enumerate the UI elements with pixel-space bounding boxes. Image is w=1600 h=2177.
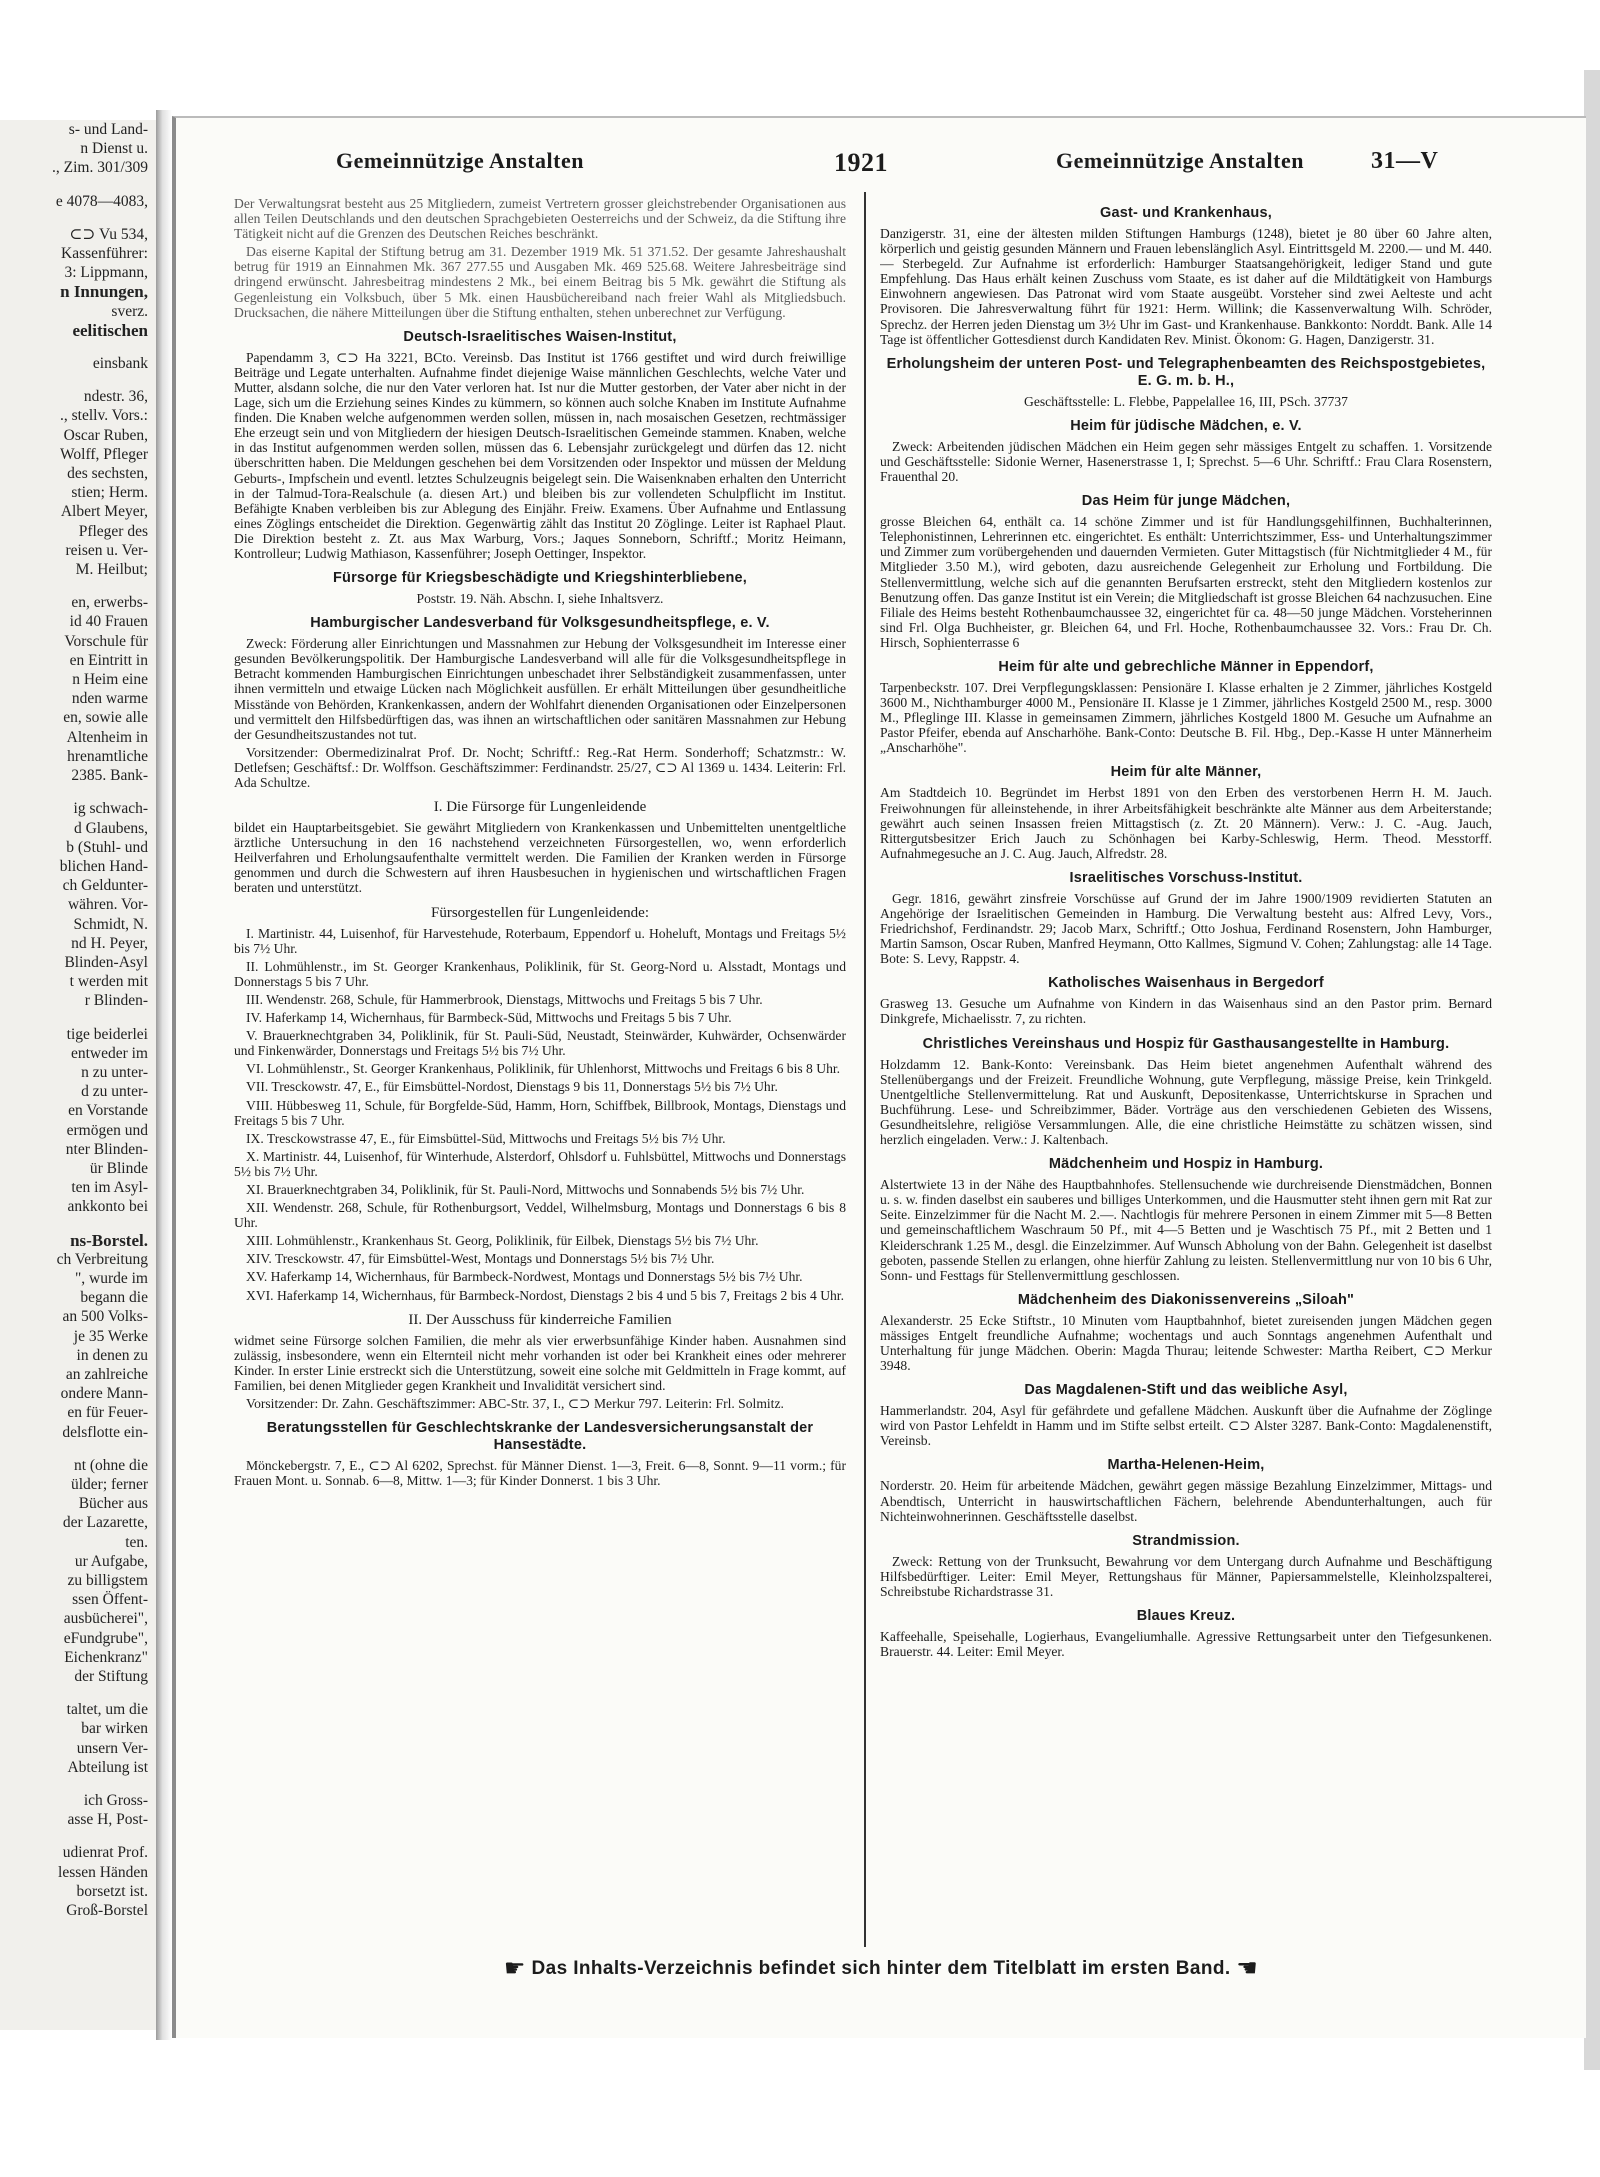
prev-page-line: eFundgrube", (63, 1629, 148, 1647)
prev-page-line: der Stiftung (74, 1668, 148, 1686)
prev-page-line: asse H, Post- (67, 1811, 148, 1829)
section-title: Heim für jüdische Mädchen, e. V. (1070, 417, 1302, 434)
page-fold-shadow (156, 110, 172, 2040)
paragraph: Am Stadtdeich 10. Begründet im Herbst 1891 von den Erben des verstorbenen Herrn H. M. Jauch. Freiwohnungen für alleinstehende, in ihrer Arbeitsfähigkeit beschränkte alte Männer aus dem Arbeiterstande; gewährt auch seinen Insassen freien Mittagstisch (z. Zt. 20 Männern). Verw.: J. C. -Aug. Jauch, Rittergutsbesitzer Erich Jauch zu Schönhagen bei Karby-Schleswig, Herm. Theod. Messtorff. Aufnahmegesuche an J. C. Aug. Jauch, Alfredstr. 28. (880, 785, 1492, 861)
paragraph: Mönckebergstr. 7, E., ⊂⊃ Al 6202, Sprechst. für Männer Dienst. 1—3, Freit. 6—8, Sonnt. 9—11 vorm.; für Frauen Mont. u. Sonnab. 6—8, Mittw. 1—3; für Kinder Donnerst. 1 bis 3 Uhr. (234, 1458, 846, 1489)
paragraph: Zweck: Arbeitenden jüdischen Mädchen ein Heim gegen sehr mässiges Entgelt zu schaffen. 1. Vorsitzende und Geschäftsstelle: Sidonie Werner, Hasenerstrasse 1, I; Sprechst. 5—6 Uhr. Schriftf.: Frau Clara Rosenstern, Frauenthal 20. (880, 438, 1492, 485)
paragraph: Poststr. 19. Näh. Abschn. I, siehe Inhaltsverz. (416, 591, 664, 607)
prev-page-line: id 40 Frauen (69, 613, 148, 631)
prev-page-line: reisen u. Ver- (65, 541, 148, 559)
paragraph: VII. Tresckowstr. 47, E., für Eimsbüttel-Nordost, Dienstags 9 bis 11, Donnerstags 5½ bis 7½ Uhr. (246, 1079, 778, 1095)
section-title: Erholungsheim der unteren Post- und Telegraphenbeamten des Reichspostgebietes, E. G. m. b. H., (886, 355, 1486, 389)
prev-page-line: stien; Herm. (71, 484, 148, 502)
paragraph: XVI. Haferkamp 14, Wichernhaus, für Barmbeck-Nordost, Dienstags 2 bis 4 und 5 bis 7, Freitags 2 bis 4 Uhr. (246, 1287, 844, 1303)
paragraph: Kaffeehalle, Speisehalle, Logierhaus, Evangeliumhalle. Agressive Rettungsarbeit unter den Tiefgesunkenen. Brauerstr. 44. Leiter: Emil Meyer. (880, 1629, 1492, 1660)
prev-page-line: Oscar Ruben, (63, 426, 148, 444)
page-sheet (172, 116, 1586, 2038)
prev-page-line: d zu unter- (81, 1083, 148, 1101)
line-gap (0, 340, 156, 354)
prev-page-line: in denen zu (76, 1346, 148, 1364)
section-title: Christliches Vereinshaus und Hospiz für Gasthausangestellte in Hamburg. (922, 1035, 1450, 1052)
line-gap (0, 373, 156, 387)
line-gap (0, 1686, 156, 1700)
section-title: Das Heim für junge Mädchen, (1081, 493, 1291, 510)
prev-page-line: nt (ohne die (73, 1456, 148, 1474)
prev-page-line: Blinden-Asyl (64, 953, 148, 971)
prev-page-line: nden warme (71, 690, 148, 708)
prev-page-line: udienrat Prof. (62, 1844, 148, 1862)
footer-text: Das Inhalts-Verzeichnis befindet sich hinter dem Titelblatt im ersten Band. (531, 1958, 1231, 1979)
prev-page-line: en, sowie alle (63, 709, 148, 727)
left-column (234, 196, 846, 1956)
section-title: Blaues Kreuz. (1136, 1608, 1236, 1624)
prev-page-line: en Eintritt in (69, 651, 148, 669)
line-gap (0, 1217, 156, 1231)
prev-page-line: Pfleger des (78, 522, 148, 540)
previous-page-edge (0, 120, 159, 2030)
prev-page-line: s- und Land- (68, 121, 148, 138)
paragraph: XV. Haferkamp 14, Wichernhaus, für Barmbeck-Nordwest, Montags und Donnerstags 5½ bis 7½ Uhr. (246, 1269, 803, 1285)
paragraph: Zweck: Rettung von der Trunksucht, Bewahrung vor dem Untergang durch Aufnahme und Beschäftigung Hilfsbedürftiger. Leiter: Emil Meyer, Rettungshaus für Männer, Papiersammelstelle, Kleinholzspalterei, Schreibstube Richardstrasse 31. (880, 1553, 1492, 1599)
subsection-title: Fürsorgestellen für Lungenleidende: (431, 904, 649, 921)
header-year: 1921 (834, 148, 888, 177)
prev-page-line: ondere Mann- (60, 1385, 148, 1403)
prev-page-line: sverz. (111, 302, 148, 320)
prev-page-line: zu billigstem (67, 1572, 148, 1590)
paragraph: XII. Wendenstr. 268, Schule, für Rothenburgsort, Veddel, Wilhelmsburg, Montags und Donnerstags 6 bis 8 Uhr. (234, 1200, 846, 1231)
prev-page-line: ⊂⊃ Vu 534, (69, 225, 148, 243)
prev-page-line: Kassenführer: (61, 245, 148, 263)
pointing-hand-left-icon: ☛ (503, 1955, 526, 1982)
prev-page-line: hrenamtliche (67, 747, 148, 765)
prev-page-line: ch Geldunter- (62, 877, 148, 895)
paragraph: Hammerlandstr. 204, Asyl für gefährdete und gefallene Mädchen. Auskunft über die Aufnahme der Zöglinge wird von Pastor Lehfeldt in Hamm und im Stifte selbst erteilt. ⊂⊃ Alster 3287. Bank-Conto: Magdalenenstift, Vereinsb. (880, 1403, 1492, 1449)
paragraph: Vorsitzender: Obermedizinalrat Prof. Dr. Nocht; Schriftf.: Reg.-Rat Herm. Sonderhoff; Schatzmstr.: W. Detlefsen; Geschäftsf.: Dr. Wolffson. Geschäftszimmer: Ferdinandstr. 25/27, ⊂⊃ Al 1369 u. 1434. Leiterin: Frl. Ada Schultze. (234, 744, 846, 790)
section-title: Heim für alte und gebrechliche Männer in Eppendorf, (998, 658, 1374, 675)
paragraph: Papendamm 3, ⊂⊃ Ha 3221, BCto. Vereinsb. Das Institut ist 1766 gestiftet und wird durch freiwillige Beiträge und Legate unterhalten. Aufnahme findet diejenige Waise männlichen Geschlechts, welche Vater und Mutter, alsdann solche, die nur den Vater verloren hat. Ist nur die Mutter gestorben, der Vater aber nicht in der Lage, sich um die Erziehung seines Kindes zu kümmern, so können auch solche Knaben im Institute Aufnahme finden. Die Knaben welche aufgenommen werden sollen, müssen in, nach mosaischen Gesetzen, rechtmässiger Ehe erzeugt sein und von Mitgliedern der hiesigen Deutsch-Israelitischen Gemeinde stammen. Knaben, welche in das Institut aufgenommen werden sollen, müssen das 6. Lebensjahr zurückgelegt und dürfen das 12. nicht überschritten haben. Die Meldungen geschehen bei dem Vorsitzenden oder Inspektor und müssen der Meldung Geburts-, Impfschein und eventl. letztes Schulzeugnis beigelegt sein. Die Waisenknaben erhalten den Unterricht in der Talmud-Tora-Realschule (a. diesen Art.) und bleiben bis zur vollendeten Schulpflicht im Institut. Befähigte Knaben verbleiben bis zur Ablegung des Einjähr. Freiw. Examens. Über Aufnahme und Entlassung eines Zöglings entscheidet die Direktion. Gegenwärtig zählt das Institut 20 Zöglinge. Leiter ist Raphael Plaut. Die Direktion besteht z. Zt. aus Max Warburg, Vors.; Jaques Sonneborn, Schriftf.; Moritz Heimann, Kontrolleur; Ludwig Mathiason, Kassenführer; Joseph Oettinger, Inspektor. (234, 349, 846, 561)
prev-page-line: en, erwerbs- (71, 594, 148, 612)
prev-page-line: an zahlreiche (65, 1365, 148, 1383)
prev-page-line: bar wirken (81, 1720, 148, 1738)
section-title: Hamburgischer Landesverband für Volksgesundheitspflege, e. V. (310, 615, 770, 632)
prev-page-line: ülder; ferner (70, 1476, 148, 1493)
page-header (176, 148, 1586, 184)
prev-page-line: ., stellv. Vors.: (60, 407, 148, 425)
footer-notice (176, 1954, 1586, 1983)
paragraph: Der Verwaltungsrat besteht aus 25 Mitgliedern, zumeist Vertretern grosser gleichstrebender Organisationen aus allen Teilen Deutschlands und den deutschen Sprachgebieten Oesterreichs und der Schweiz, da die Stiftung ihre Tätigkeit nicht auf die Grenzen des Deutschen Reiches beschränkt. (234, 196, 846, 242)
prev-page-line: Groß-Borstel (66, 1902, 148, 1920)
prev-page-line: e 4078—4083, (55, 192, 148, 210)
prev-page-line: ten im Asyl- (71, 1179, 148, 1197)
column-divider (864, 192, 866, 1947)
prev-page-line: en für Feuer- (67, 1404, 148, 1422)
paragraph: Vorsitzender: Dr. Zahn. Geschäftszimmer: ABC-Str. 37, I., ⊂⊃ Merkur 797. Leiterin: Frl. Solmitz. (246, 1396, 784, 1411)
prev-page-line: ür Blinde (89, 1159, 148, 1177)
prev-page-line: Schmidt, N. (73, 915, 148, 933)
paragraph: Gegr. 1816, gewährt zinsfreie Vorschüsse auf Grund der im Jahre 1900/1909 revidierten Statuten an Angehörige der Israelitischen Gemeinden in Hamburg. Die Verwaltung besteht aus: Alfred Levy, Vors., Friedrichshof, Ferdinandstr. 29; Jacob Marx, Schriftf.; Otto Joshua, Ferdinand Rosenstern, John Hamburger, Martin Samson, Oscar Ruben, Manfred Heymann, Otto Kallmes, Sigmund V. Cohen; Zahlungstag: alle 14 Tage. Bote: S. Levy, Rappstr. 4. (880, 890, 1492, 967)
prev-page-line: des sechsten, (67, 465, 148, 483)
line-gap (0, 785, 156, 799)
prev-page-line: Bücher aus (78, 1495, 148, 1513)
paragraph: grosse Bleichen 64, enthält ca. 14 schöne Zimmer und ist für Handlungsgehilfinnen, Buchhalterinnen, Telephonistinnen, Lehrerinnen etc. eingerichtet. Es enthält: Unterrichtszimmer, Ess- und Unterhaltungszimmer und Zimmer zum vorübergehenden und dauernden Vermieten. Guter Mittagstisch (für Nichtmitglieder 4 M., für Mitglieder 3.50 M.), wird geboten, dazu ausreichende Gelegenheit zur Erholung und Fortbildung. Die Stellenvermittlung, welche sich auf die genannten Berufsarten erstreckt, steht den Mitgliedern kostenlos zur Benutzung offen. Das ganze Institut ist ein Verein; die Mitgliedschaft ist grosse Bleichen 64 nachzusuchen. Eine Filiale des Heims besteht Rothenbaumchaussee 32, eingerichtet für ca. 48—50 junge Mädchen. Vorsteherinnen sind Frl. Olga Buchheister, gr. Bleichen 64, und Frl. Hoche, Rothenbaumchaussee 32. Vors.: Frau Dr. Ch. Hirsch, Sophienterrasse 6 (880, 514, 1492, 650)
prev-page-line: Vorschule für (64, 632, 148, 650)
paragraph: bildet ein Hauptarbeitsgebiet. Sie gewährt Mitgliedern von Krankenkassen und Unbemittelten unentgeltliche ärztliche Untersuchung in den 16 nachstehend verzeichneten Fürsorgestellen, wo, wenn erforderlich Heilverfahren und Erholungsaufenthalte vermittelt werden. Die Familien der Kranken werden in Fürsorge genommen und durch die Schwestern auf ihren Hausbesuchen in hygienischen und wirtschaftlichen Fragen beraten und unterstützt. (234, 820, 846, 896)
prev-page-line: Albert Meyer, (60, 503, 148, 521)
section-title: Strandmission. (1132, 1532, 1240, 1549)
prev-page-line: b (Stuhl- und (66, 838, 148, 856)
line-gap (0, 1829, 156, 1843)
paragraph: widmet seine Fürsorge solchen Familien, die mehr als vier erwerbsunfähige Kinder haben. Ausnahmen sind zulässig, insbesondere, wenn ein Elternteil nicht mehr vorhanden ist oder bei Krankheit eines oder mehrerer Kinder. In erster Linie erstreckt sich die Unterstützung, soweit eine solche mit Geldmitteln in Frage kommt, auf Familien, bei denen Mitglieder gegen Krankheit und Invalidität versichert sind. (234, 1332, 846, 1393)
prev-page-line: begann die (80, 1289, 148, 1307)
prev-page-line: ich Gross- (83, 1792, 148, 1810)
subsection-title: II. Der Ausschuss für kinderreiche Familien (408, 1311, 672, 1328)
prev-page-line: t werden mit (69, 973, 148, 991)
prev-page-line: unsern Ver- (76, 1739, 148, 1757)
paragraph: XIV. Tresckowstr. 47, für Eimsbüttel-West, Montags und Donnerstags 5½ bis 7½ Uhr. (246, 1251, 715, 1267)
prev-page-line: einsbank (92, 355, 148, 373)
prev-page-line: n Heim eine (72, 671, 148, 689)
paragraph: Grasweg 13. Gesuche um Aufnahme von Kindern in das Waisenhaus sind an den Pastor prim. Bernard Dinkgrefe, Michaelisstr. 7, zu richten. (880, 996, 1492, 1027)
page-number: 31—V (1371, 148, 1439, 174)
prev-page-line: ausbücherei", (63, 1610, 148, 1628)
prev-page-line: ., Zim. 301/309 (51, 159, 148, 177)
paragraph: Geschäftsstelle: L. Flebbe, Pappelallee 16, III, PSch. 37737 (1024, 393, 1348, 409)
section-title: Gast- und Krankenhaus, (1100, 205, 1272, 221)
prev-page-line: d Glaubens, (73, 819, 148, 837)
prev-page-line: taltet, um die (66, 1701, 148, 1719)
paragraph: Alexanderstr. 25 Ecke Stiftstr., 10 Minuten vom Hauptbahnhof, bietet zureisenden jungen Mädchen gegen mässiges Entgelt freundliche Aufnahme; wochentags und auch Sonntags angenehmen Aufenthalt und Unterhaltung für junge Mädchen. Oberin: Magda Thurau; leitende Schwester: Martha Reibert, ⊂⊃ Merkur 3948. (880, 1312, 1492, 1374)
prev-page-line: entweder im (70, 1044, 148, 1062)
line-gap (0, 178, 156, 192)
prev-page-line: r Blinden- (84, 992, 148, 1010)
line-gap (0, 1011, 156, 1025)
prev-page-line: lessen Händen (58, 1863, 148, 1881)
prev-page-line: ig schwach- (73, 800, 148, 818)
prev-page-line: n Dienst u. (80, 140, 148, 158)
paragraph: Norderstr. 20. Heim für arbeitende Mädchen, gewährt gegen mässige Bezahlung Einzelzimmer, Mittags- und Abendtisch, Unterricht in hauswirtschaftlichen Fächern, belehrende Abendunterhaltungen, auch für Nichteinwohnerinnen. Geschäftsstelle daselbst. (880, 1478, 1492, 1524)
prev-page-line: Wolff, Pfleger (60, 445, 148, 463)
prev-page-line: borsetzt ist. (76, 1882, 148, 1900)
paragraph: VI. Lohmühlenstr., St. Georger Krankenhaus, Poliklinik, für Uhlenhorst, Mittwochs und Freitags 6 bis 8 Uhr. (246, 1061, 841, 1077)
paragraph: III. Wendenstr. 268, Schule, für Hammerbrook, Dienstags, Mittwochs und Freitags 5 bis 7 Uhr. (246, 991, 763, 1007)
prev-page-line: nter Blinden- (65, 1140, 148, 1158)
prev-page-line: M. Heilbut; (75, 561, 148, 579)
line-gap (0, 579, 156, 593)
prev-page-line: währen. Vor- (67, 896, 148, 914)
prev-page-line: n Innungen, (60, 282, 148, 302)
paragraph: IV. Haferkamp 14, Wichernhaus, für Barmbeck-Süd, Mittwochs und Freitags 5 bis 7 Uhr. (246, 1010, 732, 1026)
paragraph: Das eiserne Kapital der Stiftung betrug am 31. Dezember 1919 Mk. 51 371.52. Der gesamte Jahreshaushalt betrug für 1919 an Einnahmen Mk. 367 277.55 und Ausgaben Mk. 469 525.68. Weitere Jahresbeiträge sind dringend erwünscht. Jahresbeitrag mindestens 2 Mk., bei einem Beitrag bis 5 Mk. gewährt die Stiftung als Gegenleistung ein Volksbuch, über 5 Mk. einen Hausbüchereiband nach freier Wahl als Mitgliedsbuch. Drucksachen, die nähere Mitteilungen über die Stiftung enthalten, stehen unberechnet zur Verfügung. (234, 244, 846, 320)
prev-page-line: nd H. Peyer, (71, 934, 148, 952)
prev-page-line: ssen Öffent- (72, 1591, 148, 1609)
prev-page-line: 3: Lippmann, (64, 264, 148, 282)
prev-page-line: 2385. Bank- (71, 767, 148, 785)
line-gap (0, 211, 156, 225)
paragraph: VIII. Hübbesweg 11, Schule, für Borgfelde-Süd, Hamm, Horn, Schiffbek, Billbrook, Montags, Dienstags und Freitags 5 bis 7 Uhr. (234, 1097, 846, 1128)
prev-page-line: ndestr. 36, (83, 388, 148, 406)
section-title: Katholisches Waisenhaus in Bergedorf (1048, 975, 1324, 992)
section-title: Das Magdalenen-Stift und das weibliche Asyl, (1024, 1382, 1348, 1399)
subsection-title: I. Die Fürsorge für Lungenleidende (433, 799, 647, 816)
prev-page-line: ermögen und (66, 1121, 148, 1139)
paragraph: IX. Tresckowstrasse 47, E., für Eimsbüttel-Süd, Mittwochs und Freitags 5½ bis 7½ Uhr. (246, 1130, 726, 1146)
prev-page-line: n zu unter- (81, 1063, 148, 1081)
prev-page-line: an 500 Volks- (62, 1308, 148, 1326)
pointing-hand-right-icon: ☚ (1236, 1955, 1259, 1982)
paragraph: II. Lohmühlenstr., im St. Georger Krankenhaus, Poliklinik, für St. Georg-Nord u. Alsstadt, Montags und Donnerstags 5 bis 7 Uhr. (234, 958, 846, 989)
paragraph: I. Martinistr. 44, Luisenhof, für Harvestehude, Roterbaum, Eppendorf u. Hoheluft, Montags und Freitags 5½ bis 7½ Uhr. (234, 925, 846, 956)
paragraph: Danzigerstr. 31, eine der ältesten milden Stiftungen Hamburgs (1248), bietet je 80 über 60 Jahre alten, körperlich und geistig gesunden Männern und Frauen lebenslänglich Asyl. Eintrittsgeld M. 2200.— und M. 440.— Sterbegeld. Zur Aufnahme ist erforderlich: Hamburger Staatsangehörigkeit, lediger Stand und gute Empfehlung. Das Haus erhält keinen Zuschuss vom Staate, es ist daher auf die Mildtätigkeit von Hamburgs Einwohnern angewiesen. Das Patronat wird vom Staate ausgeübt. Vorsteher sind zwei Aelteste und acht Provisoren. Die Jahresverwaltung führt für 1921: Herm. Willink; die Kassenverwaltung Wilh. Schröder, Sprechz. der Herren jeden Dienstag um 3½ Uhr im Gast- und Krankenhause. Bankkonto: Norddt. Bank. Alle 14 Tage ist öffentlicher Gottesdienst durch Kandidaten Rev. Minist. Ökonom: G. Hagen, Danzigerstr. 31. (880, 226, 1492, 347)
prev-page-line: tige beiderlei (66, 1025, 148, 1043)
paragraph: XI. Brauerknechtgraben 34, Poliklinik, für St. Pauli-Nord, Mittwochs und Sonnabends 5½ bis 7½ Uhr. (246, 1181, 805, 1197)
header-right-title: Gemeinnützige Anstalten (1056, 148, 1304, 173)
paragraph: XIII. Lohmühlenstr., Krankenhaus St. Georg, Poliklinik, für Eilbek, Dienstags 5½ bis 7½ Uhr. (246, 1233, 759, 1249)
header-left-title: Gemeinnützige Anstalten (336, 148, 584, 173)
paragraph: Tarpenbeckstr. 107. Drei Verpflegungsklassen: Pensionäre I. Klasse erhalten je 2 Zimmer, jährliches Kostgeld 3600 M., Nichthamburger 4000 M., Pensionäre II. Klasse je 1 Zimmer, jährliches Kostgeld 2500 M., resp. 3000 M., Pfleglinge III. Klasse in gemeinsamen Zimmern, jährliches Kostgeld 1800 M. Gesuche um Aufnahme an Pastor Pfeifer, ebenda auf Anscharhöhe. Bank-Conto: Deutsche B. Fil. Hbg., Dep.-Kasse H unter Männerheim „Anscharhöhe". (880, 679, 1492, 756)
prev-page-line: blichen Hand- (59, 857, 148, 875)
paragraph: X. Martinistr. 44, Luisenhof, für Winterhude, Alsterdorf, Ohlsdorf u. Fuhlsbüttel, Mittwochs und Donnerstags 5½ bis 7½ Uhr. (234, 1148, 846, 1179)
prev-page-line: der Lazarette, (62, 1514, 148, 1532)
prev-page-line: ankkonto bei (67, 1198, 148, 1216)
section-title: Heim für alte Männer, (1110, 764, 1262, 781)
section-title: Israelitisches Vorschuss-Institut. (1069, 869, 1303, 886)
right-scan-edge (1584, 70, 1600, 2070)
prev-page-line: ch Verbreitung (56, 1250, 148, 1268)
paragraph: Alstertwiete 13 in der Nähe des Hauptbahnhofes. Stellensuchende wie durchreisende Dienstmädchen, Bonnen u. s. w. finden daselbst ein sauberes und billiges Unterkommen, und die Hausmutter steht ihnen gern mit Rat zur Seite. Einzelzimmer für die Nacht M. 2.—. Nachtlogis für mehrere Personen in einem Zimmer mit 5—8 Betten und gemeinschaftlichem Waschraum 50 Pf., mit 4—5 Betten und je Waschtisch 75 Pf., mit 2 Betten und 1 Kleiderschrank 1.25 M., desgl. die Einzelzimmer. Auf Wunsch Abholung von der Bahn. Gelegenheit ist daselbst geboten, passende Stellen zu erlangen, ohne hierfür Zahlung zu leisten. Stellenvermittlung nur von 10 bis 6 Uhr, Sonn- und Festtags für Stellenvermittlung geschlossen. (880, 1177, 1492, 1283)
prev-page-line: ", wurde im (74, 1269, 148, 1287)
right-column (880, 196, 1492, 1956)
paragraph: V. Brauerknechtgraben 34, Poliklinik, für St. Pauli-Süd, Neustadt, Steinwärder, Kuhwärder, Ochsenwärder und Finkenwärder, Donnerstags und Freitags 5½ bis 7½ Uhr. (234, 1028, 846, 1059)
prev-page-line: ten. (125, 1533, 148, 1551)
prev-page-line: Abteilung ist (67, 1758, 148, 1776)
prev-page-line: ns-Borstel. (70, 1230, 148, 1250)
prev-page-line: je 35 Werke (73, 1327, 148, 1345)
section-title: Beratungsstellen für Geschlechtskranke der Landesversicherungsanstalt der Hansestädte. (266, 1420, 814, 1454)
prev-page-line: ur Aufgabe, (74, 1552, 148, 1570)
section-title: Martha-Helenen-Heim, (1107, 1457, 1265, 1474)
prev-page-line: en Vorstande (68, 1102, 148, 1120)
section-title: Mädchenheim und Hospiz in Hamburg. (1048, 1156, 1324, 1173)
section-title: Fürsorge für Kriegsbeschädigte und Kriegshinterbliebene, (332, 570, 748, 587)
line-gap (0, 1442, 156, 1456)
prev-page-line: Altenheim in (66, 728, 148, 746)
line-gap (0, 1777, 156, 1791)
prev-page-line: Eichenkranz" (64, 1648, 148, 1666)
paragraph: Zweck: Förderung aller Einrichtungen und Massnahmen zur Hebung der Volksgesundheit im Interesse einer gesunden Bevölkerungspolitik. Der Hamburgische Landesverband will alle für die Volksgesundheitspflege in Betracht kommenden Hamburgischen Einrichtungen unbeschadet ihrer Selbständigkeit zusammenfassen, unter ihnen vermitteln und etwaige Lücken nach Möglichkeit ausfüllen. Er erhält Mitteilungen über gesundheitliche Misstände von Behörden, Krankenkassen, andern der Wohlfahrt dienenden Organisationen oder Einzelpersonen und vermittelt den Hilfsbedürftigen das, was ihnen an wirtschaftlichen oder sanitären Massnahmen zur Hebung der Gesundheitszustandes not tut. (234, 636, 846, 742)
section-title: Deutsch-Israelitisches Waisen-Institut, (403, 328, 677, 345)
prev-page-line: eelitischen (72, 320, 148, 340)
prev-page-line: delsflotte ein- (62, 1423, 148, 1441)
paragraph: Holzdamm 12. Bank-Konto: Vereinsbank. Das Heim bietet angenehmen Aufenthalt während des Stellenübergangs und der Freizeit. Freundliche Wohnung, gute Verpflegung, mässige Preise, kein Trinkgeld. Unentgeltliche Stellenvermittelung. Rat und Auskunft, Depositenkasse, Unterrichtskurse in Sprachen und Buchführung. Lese- und Schreibzimmer, Bäder. Vorträge aus den verschiedenen Gebieten des Wissens, Gesundheitslehre, religiöse Versammlungen. Alle, die eine christliche Heimstätte zu schätzen wissen, sind herzlich eingeladen. Verw.: J. Kaltenbach. (880, 1056, 1492, 1148)
section-title: Mädchenheim des Diakonissenvereins „Siloah" (1017, 1291, 1355, 1308)
